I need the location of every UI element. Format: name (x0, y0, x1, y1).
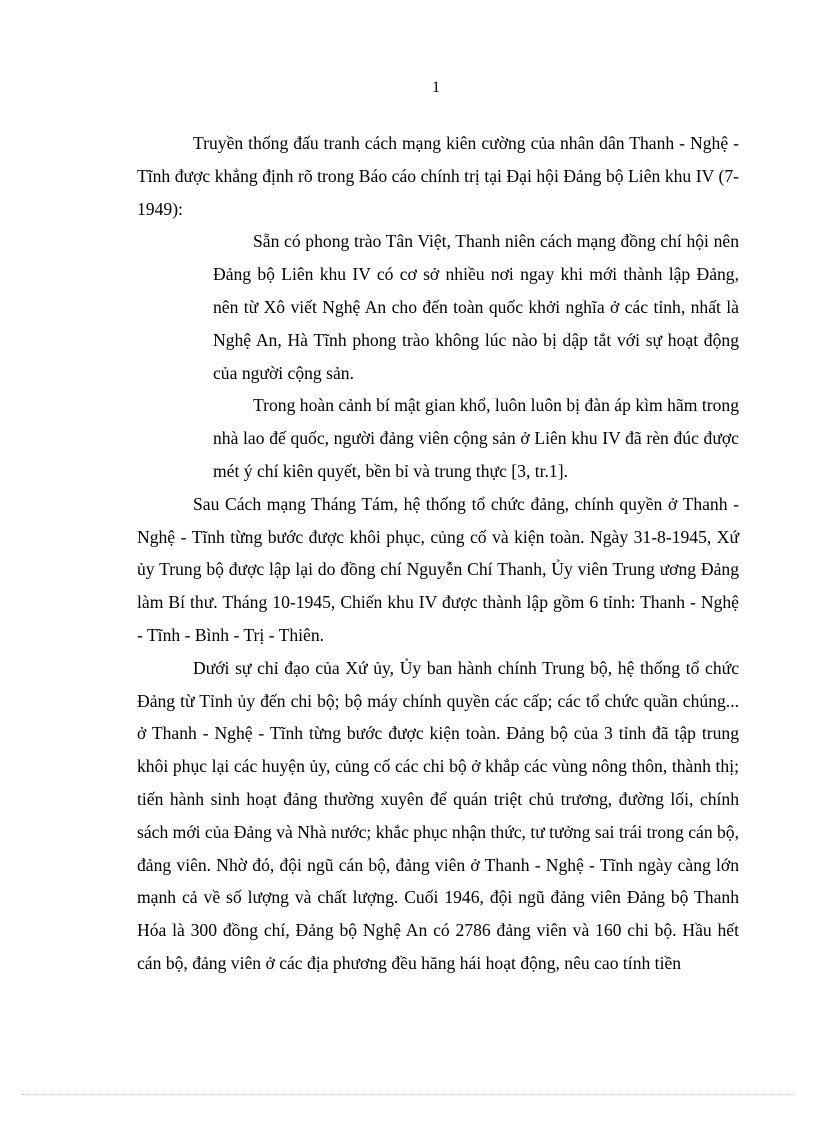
paragraph-after-revolution: Sau Cách mạng Tháng Tám, hệ thống tổ chức đảng, chính quyền ở Thanh - Nghệ - Tĩnh từng bước được khôi phục, củng cố và kiện toàn. Ngày 31-8-1945, Xứ ủy Trung bộ được lập lại do đồng chí Nguyễn Chí Thanh, Ủy viên Trung ương Đảng làm Bí thư. Tháng 10-1945, Chiến khu IV được thành lập gồm 6 tỉnh: Thanh - Nghệ - Tĩnh - Bình - Trị - Thiên. (137, 493, 739, 645)
paragraph-party-organization: Dưới sự chỉ đạo của Xứ ủy, Ủy ban hành chính Trung bộ, hệ thống tổ chức Đảng từ Tỉnh ủy đến chi bộ; bộ máy chính quyền các cấp; các tổ chức quần chúng... ở Thanh - Nghệ - Tĩnh từng bước được kiện toàn. Đảng bộ của 3 tỉnh đã tập trung khôi phục lại các huyện ủy, củng cố các chi bộ ở khắp các vùng nông thôn, thành thị; tiến hành sinh hoạt đảng thường xuyên để quán triệt chủ trương, đường lối, chính sách mới của Đảng và Nhà nước; khắc phục nhận thức, tư tưởng sai trái trong cán bộ, đảng viên. Nhờ đó, đội ngũ cán bộ, đảng viên ở Thanh - Nghệ - Tĩnh ngày càng lớn mạnh cả về số lượng và chất lượng. Cuối 1946, đội ngũ đảng viên Đảng bộ Thanh Hóa là 300 đồng chí, Đảng bộ Nghệ An có 2786 đảng viên và 160 chi bộ. Hầu hết cán bộ, đảng viên ở các địa phương đều hăng hái hoạt động, nêu cao tính tiền (137, 657, 740, 973)
page-number: 1 (432, 79, 440, 96)
page-bottom-divider (22, 1094, 794, 1095)
block-quote-1: Sẵn có phong trào Tân Việt, Thanh niên cách mạng đồng chí hội nên Đảng bộ Liên khu IV có cơ sở nhiều nơi ngay khi mới thành lập Đảng, nên từ Xô viết Nghệ An cho đến toàn quốc khởi nghĩa ở các tỉnh, nhất là Nghệ An, Hà Tĩnh phong trào không lúc nào bị dập tắt với sự hoạt động của người cộng sản. (213, 231, 739, 383)
block-quote-2: Trong hoàn cảnh bí mật gian khổ, luôn luôn bị đàn áp kìm hãm trong nhà lao đế quốc, người đảng viên cộng sản ở Liên khu IV đã rèn đúc được mét ý chí kiên quyết, bền bỉ và trung thực [3, tr.1]. (213, 395, 739, 481)
paragraph-intro: Truyền thống đấu tranh cách mạng kiên cường của nhân dân Thanh - Nghệ - Tĩnh được khẳng định rõ trong Báo cáo chính trị tại Đại hội Đảng bộ Liên khu IV (7-1949): (137, 133, 739, 219)
body-text (137, 127, 739, 980)
